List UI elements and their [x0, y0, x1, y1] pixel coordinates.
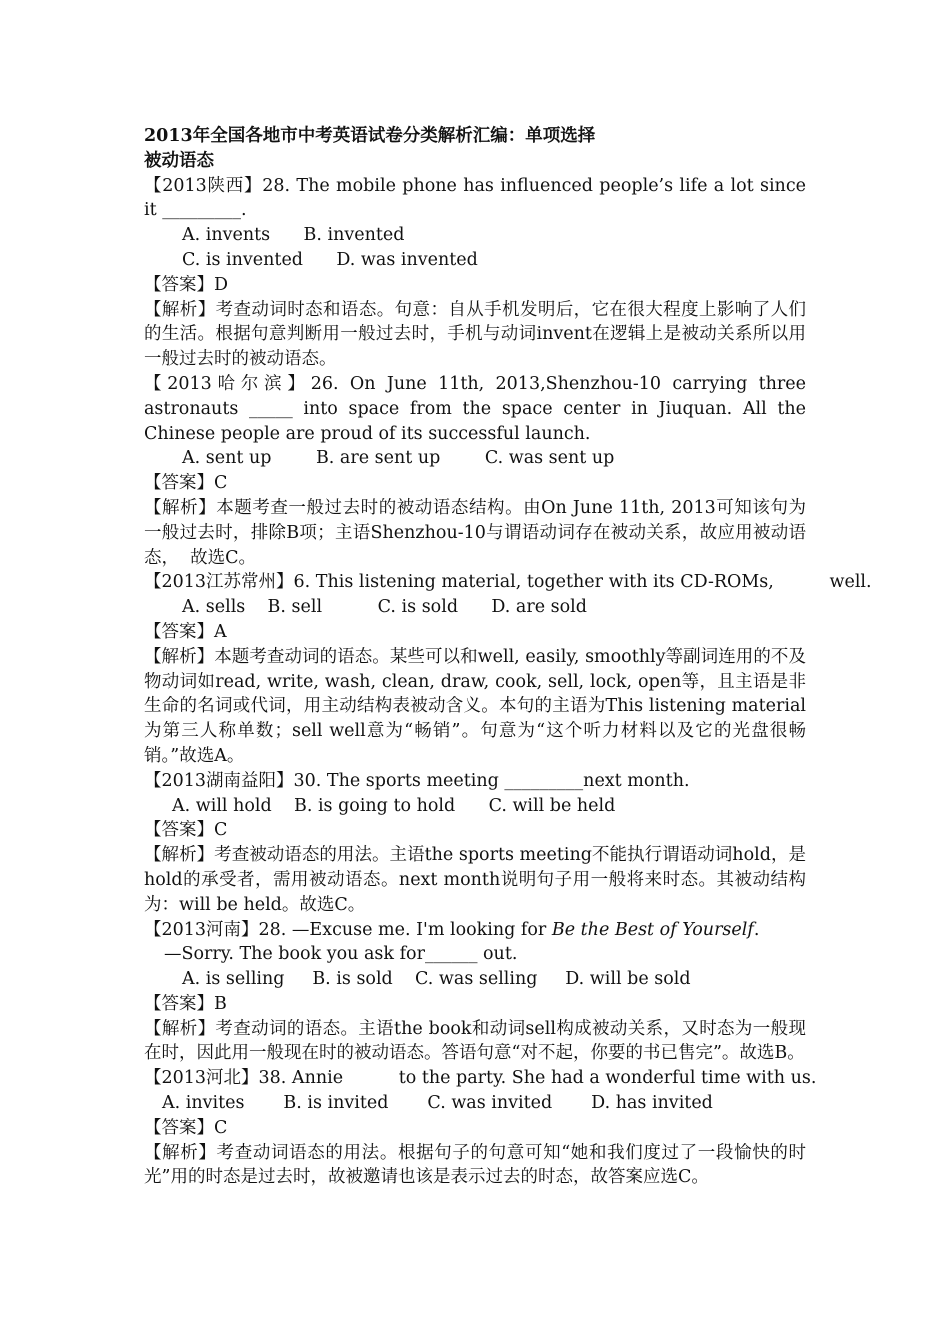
question-4: [144, 769, 806, 918]
analysis-paragraph: 【解析】本题考查一般过去时的被动语态结构。由On June 11th, 2013可知该句为一般过去时，排除B项；主语Shenzhou-10与谓语动词存在被动关系，故应用被动语态， 故选C。: [144, 497, 806, 568]
question-1: [144, 174, 812, 372]
document-page: [144, 124, 872, 1190]
document-title: 2013年全国各地市中考英语试卷分类解析汇编：单项选择: [144, 126, 596, 146]
question-stem: 【2013陕西】28. The mobile phone has influenced people’s life a lot since it _________.: [144, 175, 812, 221]
question-options: C. is invented D. was invented: [182, 249, 478, 270]
analysis-paragraph: 【解析】考查动词语态的用法。根据句子的句意可知“她和我们度过了一段愉快的时光”用的时态是过去时，故被邀请也该是表示过去的时态，故答案应选C。: [144, 1142, 806, 1188]
question-options: A. invents B. invented: [182, 225, 405, 246]
stem-punct: .: [753, 919, 760, 940]
answer-line: 【答案】C: [144, 820, 228, 841]
analysis-paragraph: 【解析】考查动词的语态。主语the book和动词sell构成被动关系，又时态为一般现在时，因此用一般现在时的被动语态。答语句意“对不起，你要的书已售完”。故选B。: [144, 1018, 806, 1064]
question-options: A. will hold B. is going to hold C. will be held: [172, 795, 616, 816]
section-heading: 被动语态: [144, 150, 214, 171]
question-stem: 【2013湖南益阳】30. The sports meeting _________next month.: [144, 770, 690, 791]
analysis-paragraph: 【解析】考查被动语态的用法。主语the sports meeting不能执行谓语动词hold，是hold的承受者，需用被动语态。next month说明句子用一般将来时态。其被动结构为：will be held。故选C。: [144, 845, 806, 915]
question-2: [144, 372, 812, 570]
analysis-paragraph: 【解析】本题考查动词的语态。某些可以和well, easily, smoothly等副词连用的不及物动词如read, write, wash, clean, draw, cook, sell, lock, open等，且主语是非生命的名词或代词，用主动结构表被动含义。本句的主语为This listening material为第三人称单数；sell well意为“畅销”。句意为“这个听力材料以及它的光盘很畅销。”故选A。: [144, 646, 806, 766]
answer-line: 【答案】C: [144, 473, 228, 494]
question-stem: [144, 918, 806, 943]
book-title: Be the Best of Yourself: [551, 919, 754, 940]
question-stem: 【2013哈尔滨】26. On June 11th, 2013,Shenzhou-10 carrying three astronauts _____ into space from the space center in Jiuquan. All the Chinese people are proud of its successful launch.: [144, 373, 812, 444]
question-5: [144, 918, 806, 1067]
question-stem: 【2013河北】38. Annie to the party. She had a wonderful time with us.: [144, 1068, 817, 1089]
answer-line: 【答案】C: [144, 1117, 228, 1138]
question-options: A. sent up B. are sent up C. was sent up: [182, 448, 615, 469]
answer-line: 【答案】B: [144, 993, 227, 1014]
question-3: [144, 570, 872, 768]
analysis-paragraph: 【解析】考查动词时态和语态。句意：自从手机发明后，它在很大程度上影响了人们的生活。根据句意判断用一般过去时，手机与动词invent在逻辑上是被动关系所以用一般过去时的被动语态。: [144, 299, 806, 370]
question-stem: 【2013江苏常州】6. This listening material, together with its CD-ROMs, well.: [144, 572, 872, 593]
question-6: [144, 1066, 817, 1190]
answer-line: 【答案】A: [144, 621, 227, 642]
question-options: A. is selling B. is sold C. was selling D. will be sold: [182, 969, 691, 990]
stem-text: 【2013河南】28. —Excuse me. I'm looking for: [144, 919, 552, 940]
question-options: A. invites B. is invited C. was invited D. has invited: [162, 1093, 713, 1114]
question-options: A. sells B. sell C. is sold D. are sold: [182, 597, 587, 618]
answer-line: 【答案】D: [144, 274, 229, 295]
dialogue-reply: —Sorry. The book you ask for______ out.: [164, 944, 518, 965]
